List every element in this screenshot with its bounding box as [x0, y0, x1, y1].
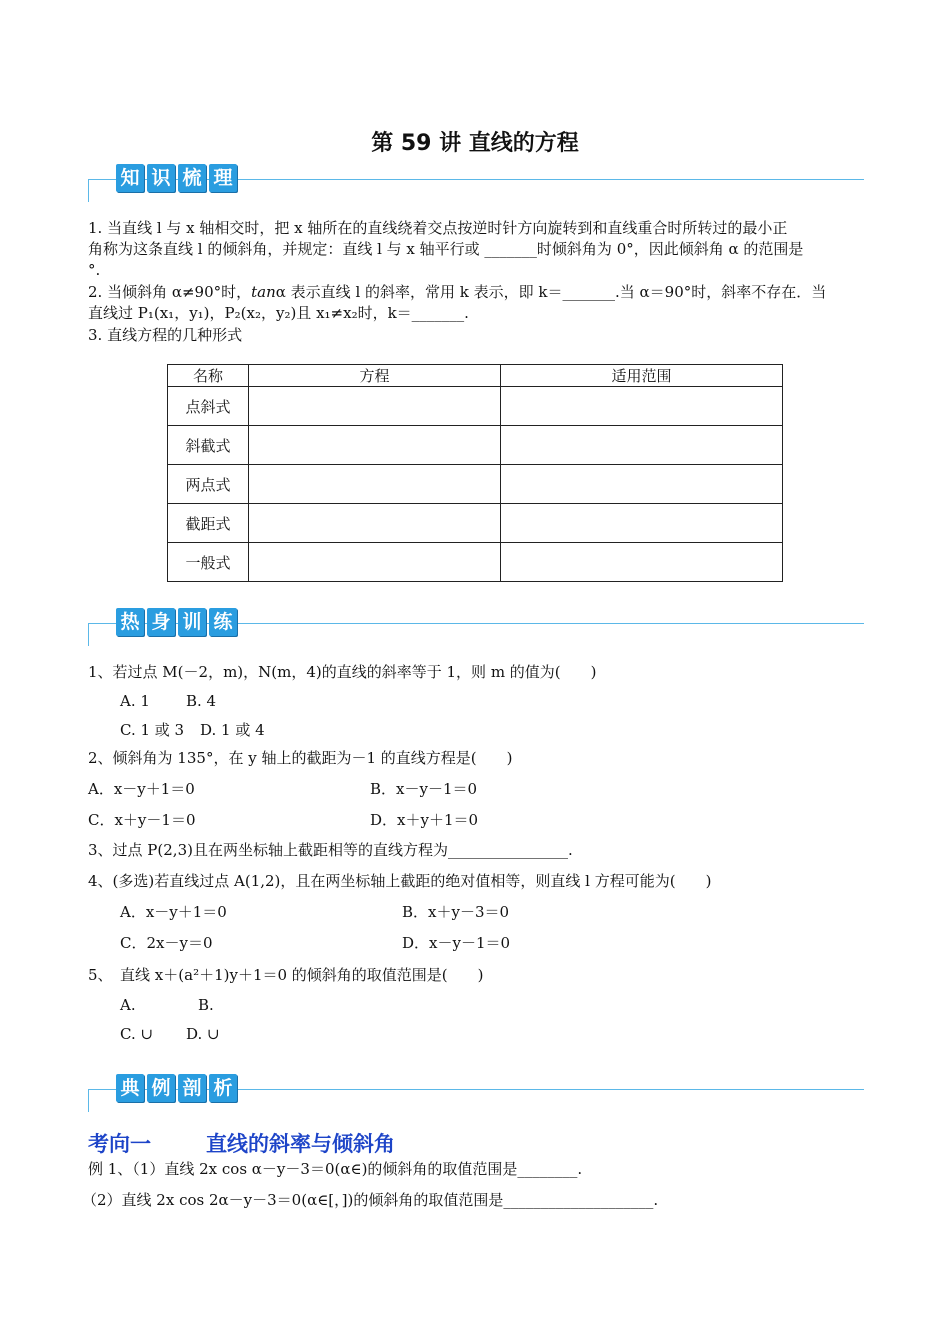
- option-b: B.: [198, 996, 214, 1014]
- header-tile: 知: [116, 164, 144, 192]
- header-tile: 析: [209, 1074, 237, 1102]
- option-d: D. 1 或 4: [200, 721, 265, 739]
- question-5: 5、 直线 x＋(a²＋1)y＋1＝0 的倾斜角的取值范围是( ): [88, 966, 484, 984]
- option-b: B．x＋y－3＝0: [402, 903, 510, 921]
- header-tile: 训: [178, 608, 206, 636]
- form-name: 一般式: [168, 543, 249, 582]
- question-2: 2、倾斜角为 135°，在 y 轴上的截距为－1 的直线方程是( ): [88, 749, 513, 767]
- equation-cell: [249, 426, 501, 465]
- header-bracket: [88, 623, 117, 646]
- table-header: 名称: [168, 365, 249, 387]
- knowledge-paragraph-3: 3. 直线方程的几种形式: [88, 326, 243, 344]
- equation-cell: [249, 543, 501, 582]
- scope-cell: [501, 426, 783, 465]
- header-tile: 热: [116, 608, 144, 636]
- table-row: [168, 465, 783, 504]
- form-name: 截距式: [168, 504, 249, 543]
- header-bracket: [88, 179, 117, 202]
- question-3: 3、过点 P(2,3)且在两坐标轴上截距相等的直线方程为________________.: [88, 841, 573, 859]
- question-1: 1、若过点 M(－2，m)，N(m，4)的直线的斜率等于 1，则 m 的值为( ): [88, 663, 597, 681]
- section-header-knowledge: [88, 163, 864, 203]
- text-line: 1. 当直线 l 与 x 轴相交时，把 x 轴所在的直线绕着交点按逆时针方向旋转到和直线重合时所转过的最小正: [88, 219, 788, 237]
- page-title: 第 59 讲 直线的方程: [371, 131, 579, 156]
- option-d: D．x＋y＋1＝0: [370, 811, 479, 829]
- example-1-part-2: （2）直线 2x cos 2α－y－3＝0(α∈[，])的倾斜角的取值范围是____________________.: [82, 1191, 659, 1209]
- option-a: A.: [120, 996, 136, 1014]
- header-tile: 梳: [178, 164, 206, 192]
- scope-cell: [501, 543, 783, 582]
- text-line: 角称为这条直线 l 的倾斜角，并规定：直线 l 与 x 轴平行或 _______时倾斜角为 0°，因此倾斜角 α 的范围是: [88, 240, 804, 258]
- header-tile: 身: [147, 608, 175, 636]
- option-a: A．x－y＋1＝0: [120, 903, 227, 921]
- header-tile: 练: [209, 608, 237, 636]
- option-c: C．x＋y－1＝0: [88, 811, 196, 829]
- table-row: [168, 426, 783, 465]
- scope-cell: [501, 465, 783, 504]
- equation-cell: [249, 465, 501, 504]
- section-header-warmup: [88, 607, 864, 647]
- knowledge-paragraph-2: [88, 282, 864, 324]
- option-d: D. ∪: [186, 1025, 220, 1043]
- equation-cell: [249, 504, 501, 543]
- equation-cell: [249, 387, 501, 426]
- header-tile: 剖: [178, 1074, 206, 1102]
- example-1-part-1: 例 1、（1）直线 2x cos α－y－3＝0(α∈)的倾斜角的取值范围是________.: [88, 1160, 583, 1178]
- form-name: 两点式: [168, 465, 249, 504]
- option-c: C. 1 或 3: [120, 721, 185, 739]
- header-bracket: [88, 1089, 117, 1112]
- topic-heading-title: 直线的斜率与倾斜角: [206, 1132, 395, 1156]
- knowledge-paragraph-1: [88, 218, 864, 281]
- option-a: A. 1: [120, 692, 150, 710]
- table-header: 方程: [249, 365, 501, 387]
- header-tile: 典: [116, 1074, 144, 1102]
- table-header-row: [168, 365, 783, 387]
- option-b: B．x－y－1＝0: [370, 780, 478, 798]
- text-line: 直线过 P₁(x₁，y₁)，P₂(x₂，y₂)且 x₁≠x₂时，k＝_______.: [88, 304, 469, 322]
- section-header-examples: [88, 1073, 864, 1113]
- topic-heading-number: 考向一: [88, 1132, 151, 1156]
- form-name: 点斜式: [168, 387, 249, 426]
- table-row: [168, 543, 783, 582]
- form-name: 斜截式: [168, 426, 249, 465]
- scope-cell: [501, 504, 783, 543]
- option-d: D．x－y－1＝0: [402, 934, 511, 952]
- table-row: [168, 387, 783, 426]
- option-a: A．x－y＋1＝0: [88, 780, 195, 798]
- text-line: 2. 当倾斜角 α≠90°时，tanα 表示直线 l 的斜率，常用 k 表示，即 k＝_______.当 α＝90°时，斜率不存在．当: [88, 283, 827, 301]
- header-tile: 例: [147, 1074, 175, 1102]
- option-b: B. 4: [186, 692, 217, 710]
- text-line: °.: [88, 261, 101, 279]
- option-c: C. ∪: [120, 1025, 154, 1043]
- option-c: C．2x－y＝0: [120, 934, 213, 952]
- header-tile: 理: [209, 164, 237, 192]
- table-row: [168, 504, 783, 543]
- question-4: 4、(多选)若直线过点 A(1,2)，且在两坐标轴上截距的绝对值相等，则直线 l 方程可能为( ): [88, 872, 712, 890]
- scope-cell: [501, 387, 783, 426]
- table-header: 适用范围: [501, 365, 783, 387]
- line-forms-table: [167, 364, 783, 582]
- header-tile: 识: [147, 164, 175, 192]
